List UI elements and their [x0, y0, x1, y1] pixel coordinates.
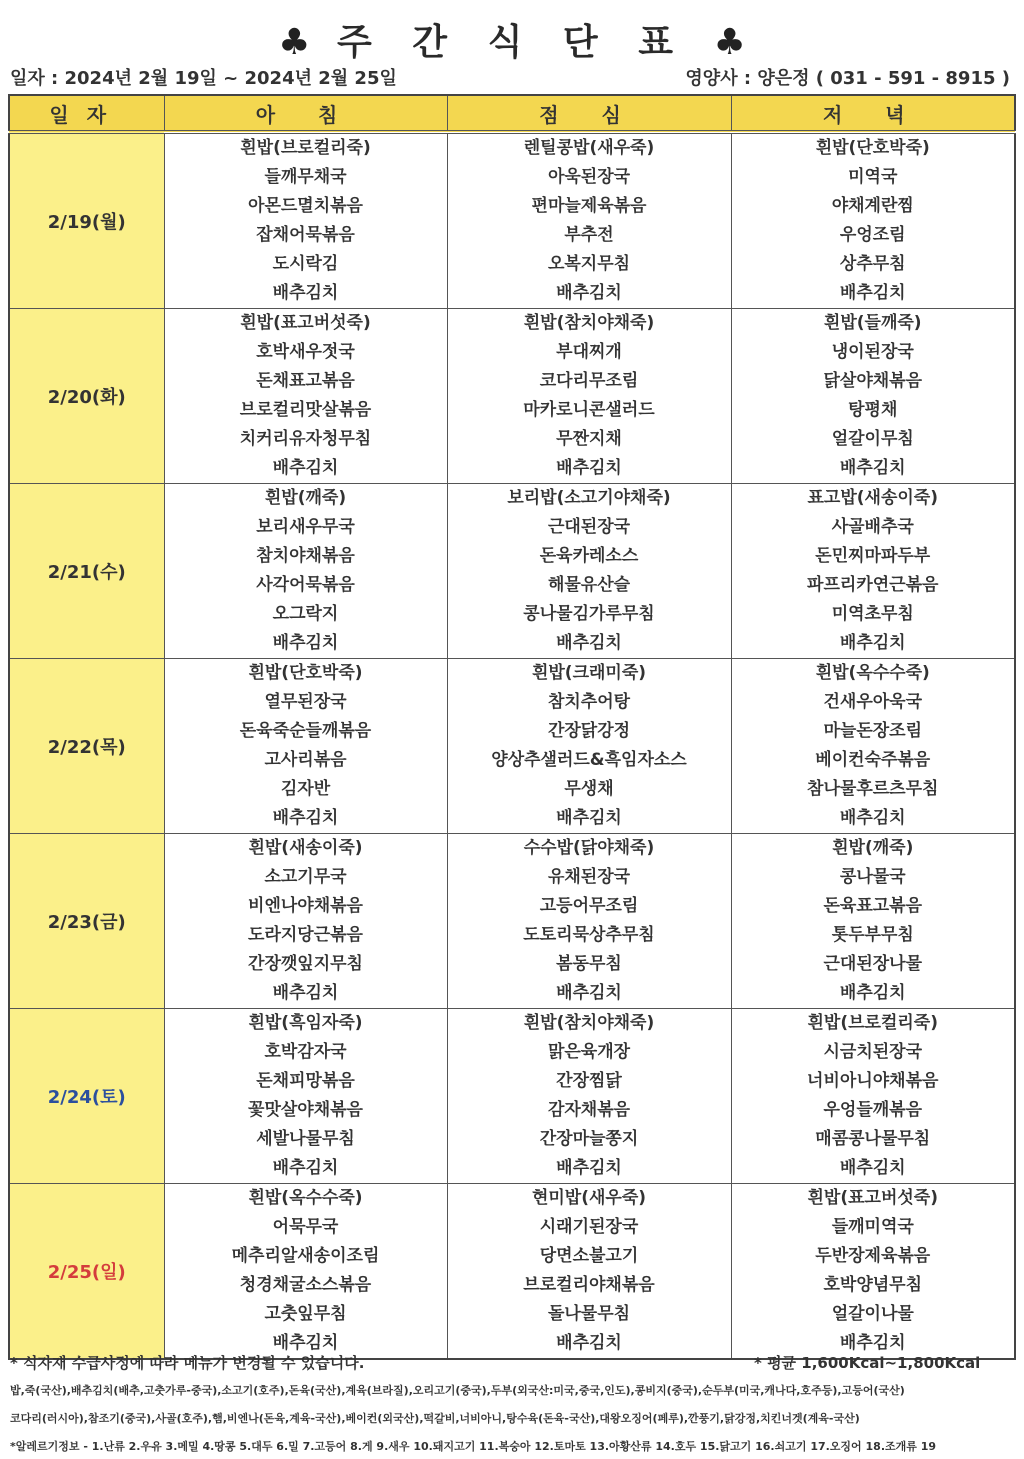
- menu-item: 간장마늘쫑지: [539, 1129, 639, 1149]
- menu-item: 부대찌개: [556, 342, 622, 362]
- day-date: 2/21(수): [9, 484, 164, 659]
- menu-item: 당면소불고기: [539, 1246, 639, 1266]
- club-icon: ♣: [713, 22, 746, 63]
- menu-item: 사골배추국: [831, 517, 914, 537]
- menu-item: 배추김치: [272, 1333, 339, 1353]
- menu-item: 치커리유자청무침: [239, 429, 372, 449]
- menu-item: 흰밥(표고버섯죽): [807, 1188, 938, 1208]
- page-title: [0, 14, 1024, 63]
- dinner-cell: [731, 309, 1015, 484]
- menu-item: 도토리묵상추무침: [523, 925, 655, 945]
- nutritionist-info: 영양사 : 양은정 ( 031 - 591 - 8915 ): [685, 68, 1010, 89]
- menu-item: 얼갈이나물: [831, 1304, 914, 1324]
- menu-item: 흰밥(옥수수죽): [815, 663, 930, 683]
- lunch-cell: [447, 309, 731, 484]
- menu-item: 두반장제육볶음: [815, 1246, 931, 1266]
- menu-item: 돈민찌마파두부: [815, 546, 931, 566]
- menu-item: 배추김치: [556, 808, 622, 828]
- breakfast-cell: [164, 484, 447, 659]
- dinner-cell: [731, 132, 1015, 309]
- menu-item: 배추김치: [839, 458, 906, 478]
- menu-item: 배추김치: [839, 1333, 906, 1353]
- menu-item: 배추김치: [556, 1333, 622, 1353]
- day-date: 2/25(일): [9, 1184, 164, 1360]
- menu-item: 호박새우젓국: [256, 342, 355, 362]
- col-header-date: 일자: [9, 95, 164, 132]
- day-row: [9, 834, 1015, 1009]
- breakfast-cell: [164, 1009, 447, 1184]
- menu-item: 김자반: [280, 779, 331, 799]
- breakfast-cell: [164, 1184, 447, 1360]
- lunch-cell: [447, 659, 731, 834]
- menu-item: 배추김치: [272, 283, 339, 303]
- menu-item: 흰밥(깨죽): [832, 838, 914, 858]
- menu-item: 간장깻잎지무침: [248, 954, 363, 974]
- col-header-lunch: 점 심: [447, 95, 731, 132]
- menu-item: 배추김치: [272, 633, 339, 653]
- lunch-cell: [447, 1009, 731, 1184]
- menu-item: 꽃맛살야채볶음: [248, 1100, 363, 1120]
- menu-item: 파프리카연근볶음: [807, 575, 939, 595]
- menu-item: 배추김치: [556, 283, 622, 303]
- menu-item: 오복지무침: [547, 254, 631, 274]
- menu-item: 흰밥(브로컬리죽): [807, 1013, 938, 1033]
- lunch-cell: [447, 1184, 731, 1360]
- menu-item: 들깨무채국: [264, 167, 347, 187]
- menu-item: 사각어묵볶음: [256, 575, 355, 595]
- menu-item: 얼갈이무침: [831, 429, 914, 449]
- menu-item: 톳두부무침: [831, 925, 914, 945]
- breakfast-cell: [164, 309, 447, 484]
- menu-item: 상추무침: [839, 254, 906, 274]
- menu-item: 호박양념무침: [823, 1275, 923, 1295]
- menu-item: 시금치된장국: [823, 1042, 923, 1062]
- menu-item: 배추김치: [556, 458, 622, 478]
- lunch-cell: [447, 484, 731, 659]
- menu-item: 미역초무침: [831, 604, 914, 624]
- origin-info-line2: 코다리(러시아),참조기(중국),사골(호주),햄,비엔나(돈육,계육-국산),베이컨(외국산),떡갈비,너비아니,탕수육(돈육-국산),대왕오징어(페루),깐풍기,닭강정,치킨너겟(계육-국산): [10, 1412, 860, 1425]
- menu-item: 보리새우무국: [256, 517, 355, 537]
- menu-item: 닭살야채볶음: [823, 371, 923, 391]
- day-date: 2/20(화): [9, 309, 164, 484]
- menu-item: 냉이된장국: [831, 342, 914, 362]
- menu-item: 잡채어묵볶음: [256, 225, 355, 245]
- dinner-cell: [731, 484, 1015, 659]
- day-date: 2/22(목): [9, 659, 164, 834]
- menu-item: 배추김치: [272, 1158, 339, 1178]
- menu-item: 흰밥(참치야채죽): [523, 1013, 655, 1033]
- menu-item: 현미밥(새우죽): [531, 1188, 647, 1208]
- day-date: 2/23(금): [9, 834, 164, 1009]
- day-row: [9, 659, 1015, 834]
- menu-item: 배추김치: [839, 808, 906, 828]
- menu-item: 보리밥(소고기야채죽): [507, 488, 671, 508]
- col-header-dinner: 저 녁: [731, 95, 1015, 132]
- menu-item: 배추김치: [839, 633, 906, 653]
- menu-item: 고사리볶음: [264, 750, 347, 770]
- menu-item: 돈육죽순들깨볶음: [239, 721, 372, 741]
- menu-item: 참치야채볶음: [256, 546, 355, 566]
- menu-item: 배추김치: [839, 983, 906, 1003]
- menu-item: 콩나물국: [839, 867, 906, 887]
- day-row: [9, 1184, 1015, 1360]
- menu-item: 청경채굴소스볶음: [239, 1275, 372, 1295]
- menu-item: 돌나물무침: [547, 1304, 631, 1324]
- header-row: [9, 95, 1015, 132]
- menu-item: 호박감자국: [264, 1042, 347, 1062]
- allergy-info: *알레르기정보 - 1.난류 2.우유 3.메밀 4.땅콩 5.대두 6.밀 7.고등어 8.게 9.새우 10.돼지고기 11.복숭아 12.토마토 13.아황산류 14.호두 15.닭고기 16.쇠고기 17.오징어 18.조개류 19: [10, 1440, 937, 1453]
- menu-item: 흰밥(크래미죽): [531, 663, 647, 683]
- menu-item: 감자채볶음: [547, 1100, 631, 1120]
- menu-item: 베이컨숙주볶음: [815, 750, 931, 770]
- menu-item: 어묵무국: [272, 1217, 339, 1237]
- menu-item: 비엔나야채볶음: [248, 896, 363, 916]
- menu-item: 흰밥(새송이죽): [248, 838, 363, 858]
- col-header-breakfast: 아 침: [164, 95, 447, 132]
- date-range: 일자 : 2024년 2월 19일 ~ 2024년 2월 25일: [10, 68, 397, 89]
- menu-item: 흰밥(단호박죽): [248, 663, 363, 683]
- menu-item: 시래기된장국: [539, 1217, 639, 1237]
- menu-item: 코다리무조림: [539, 371, 639, 391]
- menu-item: 들깨미역국: [831, 1217, 914, 1237]
- menu-item: 오그락지: [272, 604, 339, 624]
- menu-item: 배추김치: [272, 808, 339, 828]
- menu-item: 참나물후르츠무침: [807, 779, 939, 799]
- menu-item: 흰밥(참치야채죽): [523, 313, 655, 333]
- menu-item: 야채계란찜: [831, 196, 914, 216]
- menu-item: 브로컬리맛살볶음: [239, 400, 372, 420]
- menu-change-notice: * 식자재 수급사정에 따라 메뉴가 변경될 수 있습니다.: [10, 1354, 365, 1372]
- menu-item: 흰밥(옥수수죽): [248, 1188, 363, 1208]
- menu-item: 근대된장국: [547, 517, 631, 537]
- menu-item: 흰밥(들깨죽): [823, 313, 922, 333]
- menu-item: 세발나물무침: [256, 1129, 355, 1149]
- dinner-cell: [731, 1184, 1015, 1360]
- menu-item: 표고밥(새송이죽): [807, 488, 938, 508]
- menu-item: 간장찜닭: [556, 1071, 622, 1091]
- menu-item: 배추김치: [839, 1158, 906, 1178]
- menu-item: 해물유산슬: [547, 575, 631, 595]
- day-row: [9, 309, 1015, 484]
- lunch-cell: [447, 834, 731, 1009]
- lunch-cell: [447, 132, 731, 309]
- menu-item: 렌틸콩밥(새우죽): [523, 138, 655, 158]
- menu-item: 무짠지채: [556, 429, 622, 449]
- day-row: [9, 1009, 1015, 1184]
- breakfast-cell: [164, 132, 447, 309]
- menu-item: 너비아니야채볶음: [807, 1071, 939, 1091]
- menu-item: 부추전: [564, 225, 614, 245]
- menu-item: 참치추어탕: [547, 692, 631, 712]
- breakfast-cell: [164, 834, 447, 1009]
- menu-item: 마늘돈장조림: [823, 721, 923, 741]
- menu-item: 아몬드멸치볶음: [248, 196, 363, 216]
- menu-item: 고등어무조림: [539, 896, 639, 916]
- menu-item: 배추김치: [272, 458, 339, 478]
- menu-item: 편마늘제육볶음: [531, 196, 647, 216]
- menu-item: 콩나물김가루무침: [523, 604, 655, 624]
- menu-item: 흰밥(표고버섯죽): [240, 313, 371, 333]
- menu-body: [9, 132, 1015, 1359]
- day-date: 2/19(월): [9, 132, 164, 309]
- calorie-info: * 평균 1,600Kcal~1,800Kcal: [754, 1354, 981, 1372]
- menu-item: 도시락김: [272, 254, 339, 274]
- menu-item: 건새우아욱국: [823, 692, 923, 712]
- dinner-cell: [731, 1009, 1015, 1184]
- menu-item: 브로컬리야채볶음: [523, 1275, 655, 1295]
- title-text: 주 간 식 단 표: [336, 22, 687, 63]
- day-date: 2/24(토): [9, 1009, 164, 1184]
- menu-item: 돈채표고볶음: [256, 371, 355, 391]
- menu-item: 봄동무침: [556, 954, 622, 974]
- menu-item: 무생채: [564, 779, 614, 799]
- menu-item: 근대된장나물: [823, 954, 923, 974]
- menu-item: 수수밥(닭야채죽): [523, 838, 655, 858]
- menu-item: 메추리알새송이조림: [231, 1246, 380, 1266]
- menu-item: 배추김치: [839, 283, 906, 303]
- menu-item: 배추김치: [556, 633, 622, 653]
- breakfast-cell: [164, 659, 447, 834]
- menu-item: 우엉조림: [839, 225, 906, 245]
- menu-item: 소고기무국: [264, 867, 347, 887]
- menu-item: 열무된장국: [264, 692, 347, 712]
- menu-item: 양상추샐러드&흑임자소스: [491, 750, 687, 770]
- menu-item: 고춧잎무침: [264, 1304, 347, 1324]
- origin-info-line1: 밥,죽(국산),배추김치(배추,고춧가루-중국),소고기(호주),돈육(국산),계육(브라질),오리고기(중국),두부(외국산:미국,중국,인도),콩비지(중국),순두부(미국,캐나다,호주등),고등어(국산): [10, 1384, 905, 1397]
- menu-item: 마카로니콘샐러드: [523, 400, 655, 420]
- menu-item: 배추김치: [556, 1158, 622, 1178]
- menu-item: 흰밥(브로컬리죽): [240, 138, 371, 158]
- menu-item: 도라지당근볶음: [248, 925, 363, 945]
- menu-item: 맑은육개장: [547, 1042, 631, 1062]
- menu-item: 배추김치: [272, 983, 339, 1003]
- day-row: [9, 132, 1015, 309]
- dinner-cell: [731, 659, 1015, 834]
- menu-item: 돈채피망볶음: [256, 1071, 355, 1091]
- weekly-menu-table: [8, 94, 1016, 1360]
- menu-item: 흰밥(깨죽): [264, 488, 347, 508]
- menu-item: 탕평채: [848, 400, 898, 420]
- menu-item: 우엉들깨볶음: [823, 1100, 923, 1120]
- menu-item: 미역국: [848, 167, 898, 187]
- menu-item: 돈육카레소스: [539, 546, 639, 566]
- menu-item: 돈육표고볶음: [823, 896, 923, 916]
- menu-item: 간장닭강정: [547, 721, 631, 741]
- menu-item: 배추김치: [556, 983, 622, 1003]
- menu-item: 아욱된장국: [547, 167, 631, 187]
- day-row: [9, 484, 1015, 659]
- menu-item: 흰밥(흑임자죽): [248, 1013, 363, 1033]
- club-icon: ♣: [278, 22, 311, 63]
- dinner-cell: [731, 834, 1015, 1009]
- menu-item: 매콤콩나물무침: [815, 1129, 931, 1149]
- menu-item: 흰밥(단호박죽): [815, 138, 930, 158]
- menu-item: 유채된장국: [547, 867, 631, 887]
